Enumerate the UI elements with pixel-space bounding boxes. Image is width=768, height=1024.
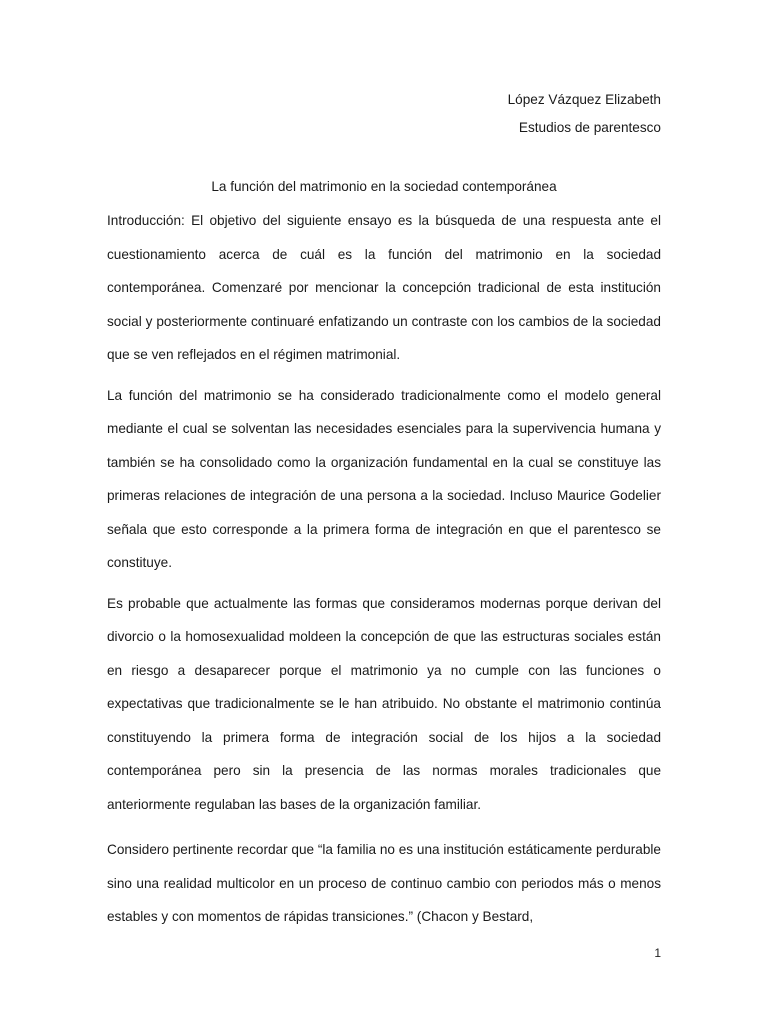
paragraph-traditional-function: La función del matrimonio se ha considerado tradicionalmente como el modelo general mediante el cual se solventan las necesidades esenciales para la supervivencia humana y también se ha consolidado como la organización fundamental en la cual se constituye las primeras relaciones de integración de una persona a la sociedad. Incluso Maurice Godelier señala que esto corresponde a la primera forma de integración en que el parentesco se constituye. [107,387,661,570]
paragraph-introduction: Introducción: El objetivo del siguiente ensayo es la búsqueda de una respuesta ante el cuestionamiento acerca de cuál es la función del matrimonio en la sociedad contemporánea. Comenzaré por mencionar la concepción tradicional de esta institución social y posteriormente continuaré enfatizando un contraste con los cambios de la sociedad que se ven reflejados en el régimen matrimonial. [107,213,661,362]
essay-body [107,204,661,934]
essay-title: La función del matrimonio en la sociedad contemporánea [211,179,557,194]
paragraph-modern-forms: Es probable que actualmente las formas que consideramos modernas porque derivan del divorcio o la homosexualidad moldeen la concepción de que las estructuras sociales están en riesgo a desaparecer porque el matrimonio ya no cumple con las funciones o expectativas que tradicionalmente se le han atribuido. No obstante el matrimonio continúa constituyendo la primera forma de integración social de los hijos a la sociedad contemporánea pero sin la presencia de las normas morales tradicionales que anteriormente regulaban las bases de la organización familiar. [107,595,661,812]
paragraph-quote: Considero pertinente recordar que “la familia no es una institución estáticamente perdurable sino una realidad multicolor en un proceso de continuo cambio con periodos más o menos estables y con momentos de rápidas transiciones.” (Chacon y Bestard, [107,842,661,924]
course-name: Estudios de parentesco [518,120,661,135]
author-name: López Vázquez Elizabeth [507,92,661,107]
page-number: 1 [654,946,661,960]
